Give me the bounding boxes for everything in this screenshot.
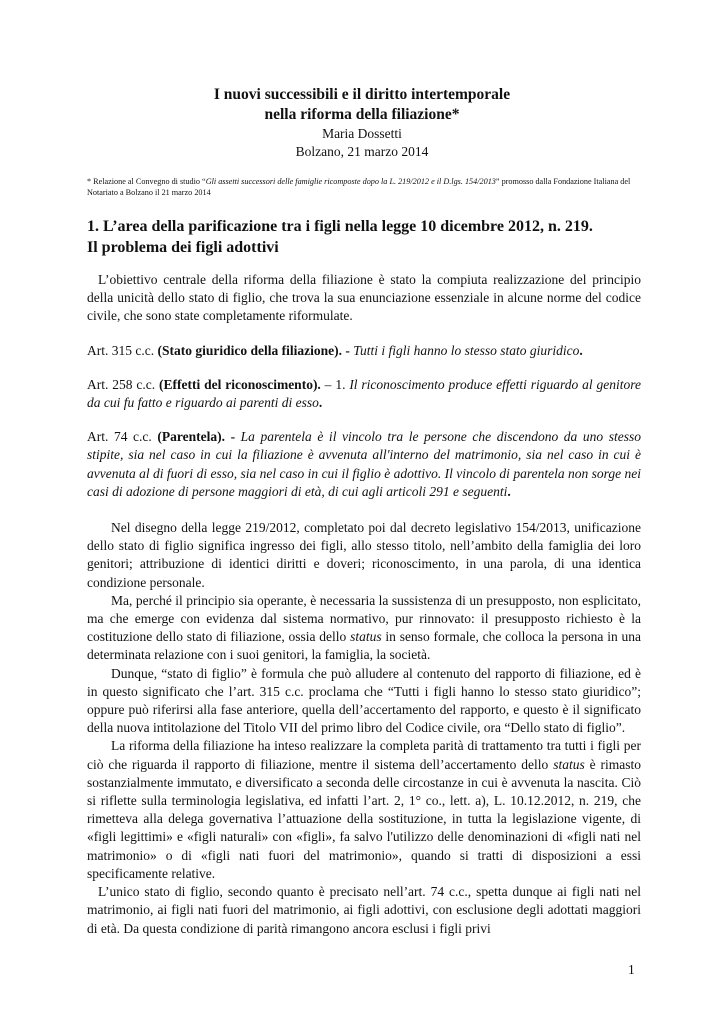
art258-num: 1. [335, 376, 350, 392]
section-heading-line-1: 1. L’area della parificazione tra i figli nella legge 10 dicembre 2012, n. 219. [87, 218, 593, 235]
section-heading-line-2: Il problema dei figli adottivi [87, 239, 279, 256]
art315-ref: Art. 315 c.c. [87, 342, 158, 358]
article-74 [87, 428, 641, 501]
art258-ref: Art. 258 c.c. [87, 376, 159, 392]
p4-italic: status [553, 756, 585, 772]
art315-text: Tutti i figli hanno lo stesso stato giuridico [349, 342, 580, 358]
art315-end: . [579, 342, 583, 358]
section-heading [87, 216, 643, 258]
art258-end: . [318, 395, 323, 411]
paragraph-3: Dunque, “stato di figlio” è formula che può alludere al contenuto del rapporto di filiazione, ed è in questo significato che l’art. 315 c.c. proclama che “Tutti i figli hanno lo stesso stato giuridico”; oppure può riferirsi alla fase anteriore, quella dell’accertamento del rapporto, e questo è il significato della nuova intitolazione del Titolo VII del primo libro del Codice civile, ora “Dello stato di figlio”. [87, 665, 641, 736]
paragraph-4 [87, 737, 641, 883]
art74-ref: Art. 74 c.c. [87, 429, 158, 445]
art315-heading: (Stato giuridico della filiazione). - [157, 342, 350, 358]
author-name: Maria Dossetti [322, 126, 402, 141]
note-italic-title: Gli assetti successori delle famiglie ricomposte dopo la L. 219/2012 e il D.lgs. 154/2013 [205, 177, 496, 186]
art74-text: La parentela è il vincolo tra le persone che discendono da uno stesso stipite, sia nel caso in cui la filiazione è avvenuta all'interno del matrimonio, sia nel caso in cui è avvenuta al di fuori di esso, sia nel caso in cui il figlio è adottivo. Il vincolo di parentela non sorge nei casi di adozione di persone maggiori di età, di cui agli articoli 291 e seguenti [87, 429, 641, 499]
art74-heading: (Parentela). - [157, 429, 236, 445]
page-number: 1 [628, 962, 635, 977]
document-header [0, 85, 724, 161]
p2-text-b: in senso formale, che colloca la persona in una determinata relazione con i suoi genitori, la famiglia, la società. [87, 629, 641, 663]
title-line-2: nella riforma della filiazione* [264, 106, 460, 123]
art258-dash: – [320, 376, 336, 392]
art74-end: . [507, 483, 511, 499]
footnote-asterisk [87, 176, 639, 198]
p2-italic: status [350, 629, 382, 645]
note-prefix: * Relazione al Convegno di studio “ [87, 177, 206, 186]
place-date: Bolzano, 21 marzo 2014 [295, 144, 429, 159]
paragraph-2 [87, 592, 641, 665]
article-258 [87, 376, 641, 412]
p4-text-a: La riforma della filiazione ha inteso realizzare la completa parità di trattamento tra tutti i figli per ciò che riguarda il rapporto di filiazione, mentre il sistema dell’accertamento dello [87, 738, 641, 772]
title-line-1: I nuovi successibili e il diritto intertemporale [213, 86, 511, 103]
article-315 [87, 342, 641, 360]
note-suffix: ” promosso dalla Fondazione Italiana del Notariato a Bolzano il 21 marzo 2014 [87, 177, 631, 197]
art258-text: Il riconoscimento produce effetti riguardo al genitore da cui fu fatto e riguardo ai parenti di esso [87, 376, 642, 411]
paragraph-5: L’unico stato di figlio, secondo quanto è precisato nell’art. 74 c.c., spetta dunque ai figli nati nel matrimonio, ai figli nati fuori del matrimonio, ai figli adottivi, con esclusione degli adottati maggiori di età. Da questa condizione di parità rimangono ancora esclusi i figli privi [87, 884, 641, 936]
intro-paragraph: L’obiettivo centrale della riforma della filiazione è stato la compiuta realizzazione del principio della unicità dello stato di figlio, che trova la sua enunciazione essenziale in alcune norme del codice civile, che sono state completamente riformulate. [87, 272, 641, 324]
p4-text-b: è rimasto sostanzialmente immutato, e diversificato a seconda delle circostanze in cui è avvenuta la nascita. Ciò si riflette sulla terminologia legislativa, ed infatti l’art. 2, 1° co., lett. a), L. 10.12.2012, n. 219, che rimetteva alla delega governativa l’attuazione della sostituzione, in tutta la legislazione vigente, di «figli legittimi» e «figli naturali» con «figli», fa salvo l'utilizzo delle denominazioni di «figli nati nel matrimonio» o di «figli nati fuori del matrimonio», quando si tratti di disposizioni a essi specificamente relative. [87, 756, 641, 881]
document-body [87, 271, 641, 938]
p2-text-a: Ma, perché il principio sia operante, è necessaria la sussistenza di un presupposto, non esplicitato, ma che emerge con evidenza dal sistema normativo, pur rinnovato: il presupposto richiesto è la costituzione dello stato di filiazione, ossia dello [87, 592, 641, 645]
paragraph-1: Nel disegno della legge 219/2012, completato poi dal decreto legislativo 154/2013, unificazione dello stato di figlio significa ingresso dei figli, allo stesso titolo, nell’ambito della famiglia dei loro genitori; attribuzione di identici diritti e doveri; riconoscimento, in una parola, di una identica condizione personale. [87, 520, 641, 590]
art258-heading: (Effetti del riconoscimento). [158, 376, 321, 392]
